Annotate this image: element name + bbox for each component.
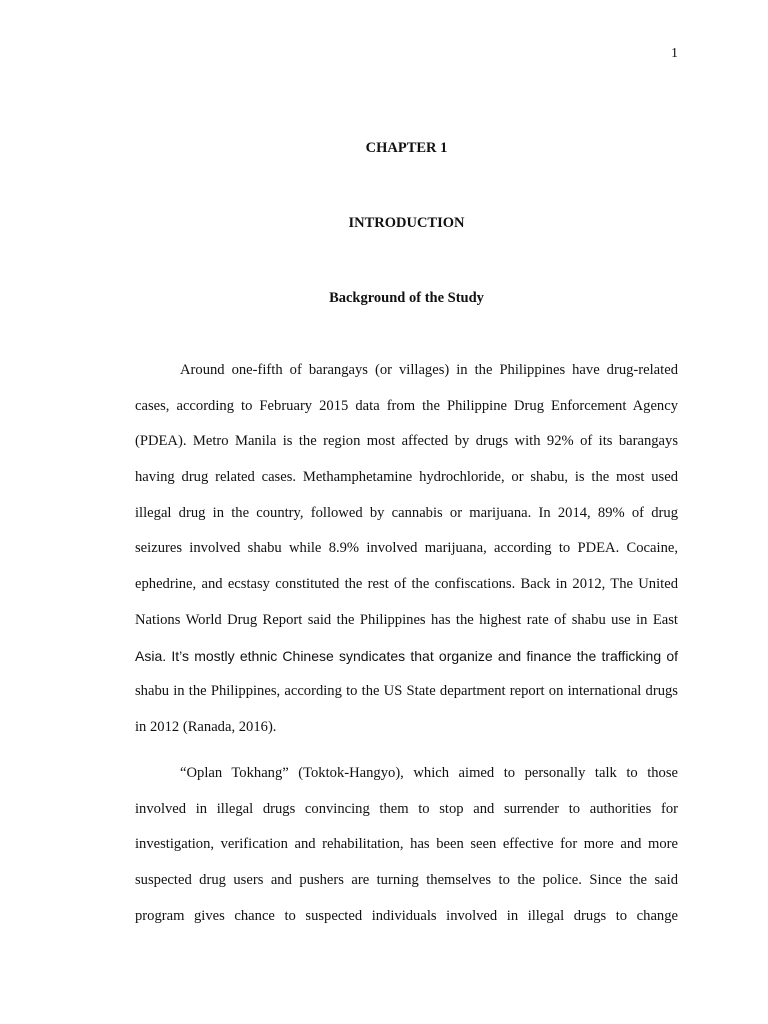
paragraph-line: Asia. It’s mostly ethnic Chinese syndicates that organize and finance the trafficking of <box>135 647 678 664</box>
section-heading: INTRODUCTION <box>348 215 465 231</box>
paragraph-line: (PDEA). Metro Manila is the region most affected by drugs with 92% of its barangays <box>135 433 678 450</box>
paragraph-line: involved in illegal drugs convincing them to stop and surrender to authorities for <box>135 800 678 817</box>
paragraph-line: cases, according to February 2015 data from the Philippine Drug Enforcement Agency <box>135 397 678 414</box>
paragraph-line: Around one-fifth of barangays (or villages) in the Philippines have drug-related <box>180 362 678 378</box>
paragraph-line: “Oplan Tokhang” (Toktok-Hangyo), which aimed to personally talk to those <box>180 765 678 781</box>
subsection-heading: Background of the Study <box>329 290 484 306</box>
paragraph-line: seizures involved shabu while 8.9% involved marijuana, according to PDEA. Cocaine, <box>135 540 678 557</box>
paragraph-oplan-tokhang <box>135 756 678 934</box>
page-number: 1 <box>671 46 678 61</box>
paragraph-line: program gives chance to suspected individuals involved in illegal drugs to change <box>135 907 678 924</box>
paragraph-line: illegal drug in the country, followed by cannabis or marijuana. In 2014, 89% of drug <box>135 504 678 521</box>
paragraph-line: investigation, verification and rehabilitation, has been seen effective for more and more <box>135 836 678 853</box>
paragraph-background <box>135 353 678 746</box>
paragraph-line: shabu in the Philippines, according to the US State department report on international drugs <box>135 683 678 700</box>
paragraph-line: having drug related cases. Methamphetamine hydrochloride, or shabu, is the most used <box>135 469 678 486</box>
paragraph-line: Nations World Drug Report said the Philippines has the highest rate of shabu use in East <box>135 611 678 628</box>
chapter-heading: CHAPTER 1 <box>365 140 448 156</box>
paragraph-line: ephedrine, and ecstasy constituted the rest of the confiscations. Back in 2012, The United <box>135 576 678 593</box>
paragraph-line: suspected drug users and pushers are turning themselves to the police. Since the said <box>135 872 678 889</box>
paragraph-line: in 2012 (Ranada, 2016). <box>135 718 277 735</box>
